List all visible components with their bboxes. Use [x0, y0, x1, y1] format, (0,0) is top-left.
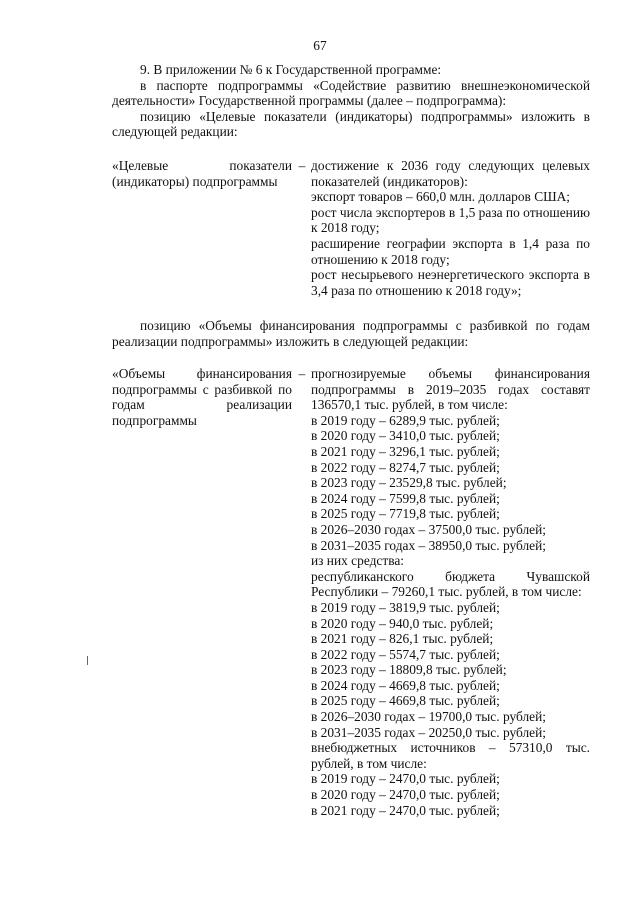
financing-item: в 2019 году – 2470,0 тыс. рублей; — [311, 771, 500, 787]
financing-label: «Объемы финансирования подпрограммы с разбивкой по годам реализации подпрограммы — [112, 366, 292, 428]
financing-item: в 2020 году – 940,0 тыс. рублей; — [311, 615, 494, 631]
intro2-section — [112, 318, 590, 349]
targets-label: «Целевые показатели (индикаторы) подпрограммы — [112, 158, 292, 189]
targets-item: расширение географии экспорта в 1,4 раза по отношению к 2018 году; — [311, 235, 590, 267]
financing-item: в 2031–2035 годах – 38950,0 тыс. рублей; — [311, 537, 546, 553]
financing-item: в 2021 году – 3296,1 тыс. рублей; — [311, 443, 500, 459]
financing-item: в 2021 году – 826,1 тыс. рублей; — [311, 631, 494, 647]
financing-item: в 2025 году – 4669,8 тыс. рублей; — [311, 693, 500, 709]
financing-item: в 2021 году – 2470,0 тыс. рублей; — [311, 802, 500, 818]
targets-item: рост несырьевого неэнергетического экспорта в 3,4 раза по отношению к 2018 году»; — [311, 267, 590, 298]
targets-values — [311, 158, 590, 298]
financing-values — [311, 366, 590, 818]
targets-block — [112, 158, 590, 298]
intro2-text: позицию «Объемы финансирования подпрограммы с разбивкой по годам реализации подпрограммы» изложить в следующей редакции: — [112, 318, 590, 349]
intro-line-3: позицию «Целевые показатели (индикаторы) подпрограммы» изложить в следующей редакции: — [112, 108, 590, 140]
financing-item: в 2031–2035 годах – 20250,0 тыс. рублей; — [311, 724, 546, 740]
intro-line-2: в паспорте подпрограммы «Содействие развитию внешнеэкономической деятельности» Государственной программы (далее – подпрограмма): — [112, 77, 590, 109]
page-number: 67 — [313, 38, 327, 53]
intro-section — [112, 62, 590, 140]
financing-item: республиканского бюджета Чувашской Республики – 79260,1 тыс. рублей, в том числе: — [311, 568, 590, 600]
financing-item: в 2023 году – 18809,8 тыс. рублей; — [311, 662, 507, 678]
financing-item: в 2020 году – 2470,0 тыс. рублей; — [311, 787, 500, 803]
targets-item: экспорт товаров – 660,0 млн. долларов США; — [311, 189, 571, 205]
financing-item: из них средства: — [311, 553, 405, 569]
financing-item: в 2019 году – 6289,9 тыс. рублей; — [311, 412, 500, 428]
targets-item: рост числа экспортеров в 1,5 раза по отношению к 2018 году; — [311, 204, 590, 236]
targets-item: достижение к 2036 году следующих целевых показателей (индикаторов): — [311, 158, 590, 189]
financing-item: в 2020 году – 3410,0 тыс. рублей; — [311, 428, 500, 444]
financing-item: в 2022 году – 8274,7 тыс. рублей; — [311, 459, 500, 475]
financing-item: в 2026–2030 годах – 19700,0 тыс. рублей; — [311, 709, 546, 725]
financing-item: в 2026–2030 годах – 37500,0 тыс. рублей; — [311, 521, 546, 537]
financing-item: в 2022 году – 5574,7 тыс. рублей; — [311, 646, 500, 662]
financing-item: в 2025 году – 7719,8 тыс. рублей; — [311, 506, 500, 522]
financing-item: в 2024 году – 4669,8 тыс. рублей; — [311, 677, 500, 693]
targets-dash: – — [298, 158, 306, 173]
financing-item: в 2023 году – 23529,8 тыс. рублей; — [311, 475, 507, 491]
financing-dash: – — [298, 366, 306, 381]
financing-item: в 2019 году – 3819,9 тыс. рублей; — [311, 599, 500, 615]
financing-item: в 2024 году – 7599,8 тыс. рублей; — [311, 490, 500, 506]
intro-line-1: 9. В приложении № 6 к Государственной программе: — [140, 62, 442, 77]
financing-item: прогнозируемые объемы финансирования подпрограммы в 2019–2035 годах составят 136570,1 тыс. рублей, в том числе: — [311, 366, 590, 413]
financing-block — [112, 366, 590, 818]
financing-item: внебюджетных источников – 57310,0 тыс. рублей, в том числе: — [311, 740, 590, 771]
margin-mark — [87, 656, 88, 665]
